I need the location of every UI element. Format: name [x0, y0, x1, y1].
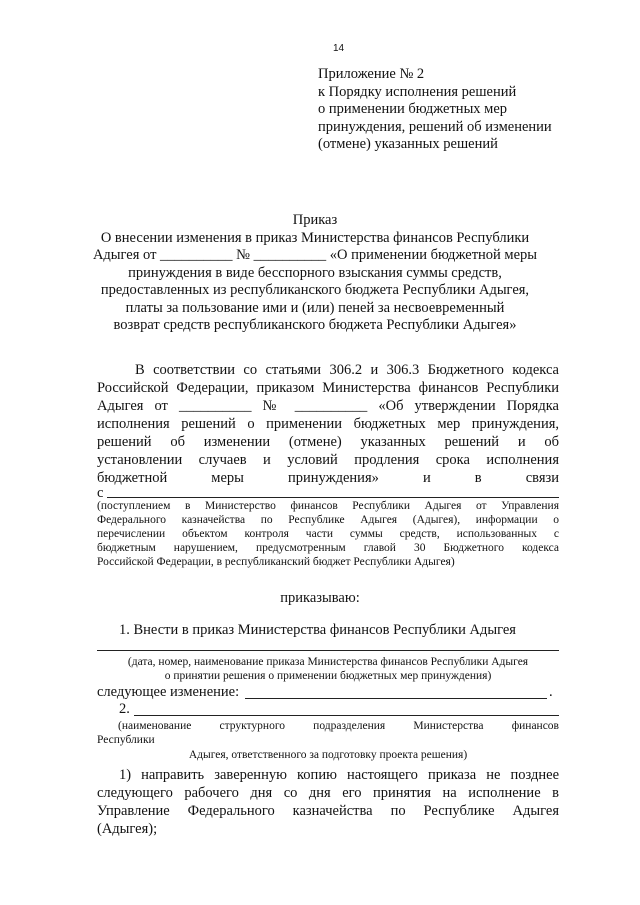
subitem-1-line: (Адыгея); [97, 821, 158, 837]
preamble-note-line: Российской Федерации, в республиканский бюджет Республики Адыгея) [97, 556, 455, 568]
preamble-line: решений об изменении (отмене) указанных решений и об [97, 434, 559, 450]
title-line: принуждения в виде бесспорного взыскания суммы средств, [128, 264, 502, 281]
preamble-line: Российской Федерации, приказом Министерства финансов Республики [97, 380, 559, 396]
item-1-note-line: о принятии решения о применении бюджетных мер принуждения) [164, 670, 492, 682]
appendix-header [318, 66, 552, 154]
item-1-note-line: (дата, номер, наименование приказа Министерства финансов Республики Адыгея [127, 656, 529, 668]
subitem-1-line: Управление Федерального казначейства по Республике Адыгея [97, 803, 559, 819]
preamble-line: установлении случаев и условий продления срока исполнения [97, 452, 559, 468]
title-line: О внесении изменения в приказ Министерства финансов Республики [100, 229, 530, 246]
preamble-note-line: Федерального казначейства по Республике Адыгея (Адыгея), информации о [97, 514, 559, 526]
page-number: 14 [333, 43, 345, 54]
subitem-1-line: 1) направить заверенную копию настоящего приказа не позднее [119, 767, 559, 783]
fill-in-underline [134, 715, 559, 716]
title-line: предоставленных из республиканского бюджета Республики Адыгея, [100, 282, 530, 298]
fill-in-underline [107, 497, 559, 498]
appendix-line: (отмене) указанных решений [318, 136, 498, 152]
title-heading: Приказ [292, 212, 338, 228]
fill-in-underline [97, 650, 559, 651]
preamble-note-line: перечислении объектом контроля части суммы средств, использованных с [97, 528, 559, 540]
fill-in-underline [245, 698, 547, 699]
title-line: возврат средств республиканского бюджета Республики Адыгея» [113, 317, 517, 333]
appendix-line: Приложение № 2 [318, 66, 425, 82]
change-end: . [549, 684, 553, 700]
preamble-line: Адыгея от __________ № __________ «Об утверждении Порядка [97, 398, 559, 414]
item-2-number: 2. [119, 701, 130, 717]
item-2-note-line: (наименование структурного подразделения Министерства финансов [118, 720, 559, 732]
item-1-text: 1. Внести в приказ Министерства финансов Республики Адыгея [119, 622, 516, 638]
preamble-line: бюджетной меры принуждения» и в связи [97, 470, 559, 486]
document-title [80, 212, 550, 335]
item-2-note-line: Адыгея, ответственного за подготовку проекта решения) [188, 749, 468, 761]
order-word: приказываю: [280, 590, 360, 606]
preamble-line: исполнения решений о применении бюджетных мер принуждения, [97, 416, 559, 432]
preamble-line: В соответствии со статьями 306.2 и 306.3 Бюджетного кодекса [135, 362, 559, 378]
preamble-line: с [97, 485, 104, 501]
appendix-line: принуждения, решений об изменении [318, 118, 552, 135]
preamble-note-line: (поступлением в Министерство финансов Республики Адыгея от Управления [97, 500, 559, 512]
item-2-note-line: Республики [97, 734, 155, 746]
title-line: платы за пользование ими и (или) пеней за несвоевременный [125, 299, 505, 316]
preamble-note-line: бюджетным нарушением, предусмотренным главой 30 Бюджетного кодекса [97, 542, 559, 554]
change-label: следующее изменение: [97, 684, 240, 700]
title-line: Адыгея от __________ № __________ «О применении бюджетной меры [92, 247, 538, 263]
subitem-1-line: следующего рабочего дня со дня его принятия на исполнение в [97, 785, 559, 801]
appendix-line: к Порядку исполнения решений [318, 83, 517, 100]
appendix-line: о применении бюджетных мер [318, 101, 508, 117]
